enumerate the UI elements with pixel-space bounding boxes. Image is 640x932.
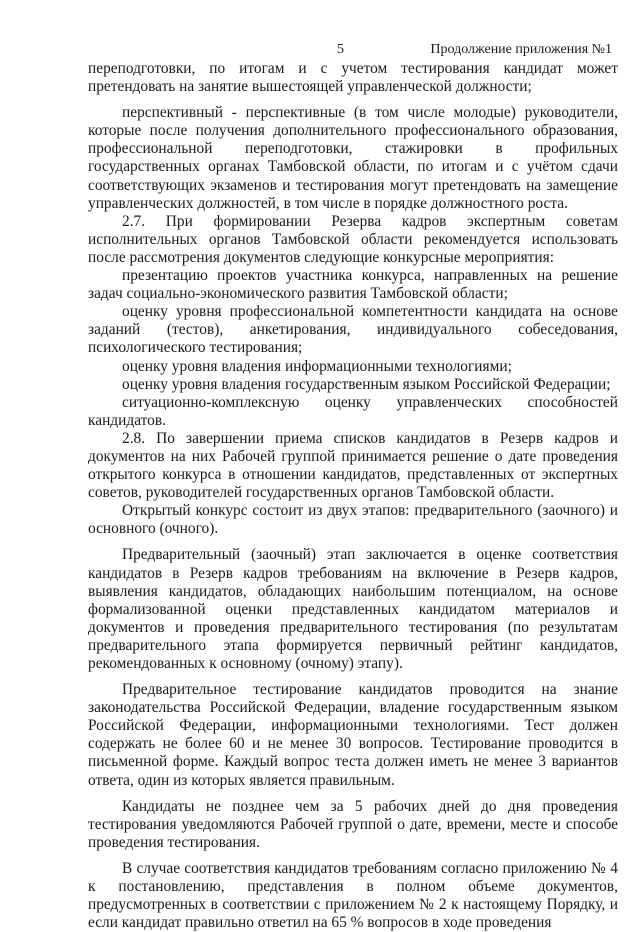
paragraph: В случае соответствия кандидатов требованиям согласно приложению № 4 к постановлению, представления в полном объеме документов, предусмотренных в соответствии с приложением № 2 к настоящему Порядку, и если кандидат правильно ответил на 65 % вопросов в ходе проведения: [88, 859, 618, 932]
paragraph: оценку уровня владения государственным языком Российской Федерации;: [122, 375, 611, 393]
paragraph: 2.7. При формировании Резерва кадров экспертным советам исполнительных органов Тамбовской области рекомендуется использовать после рассмотрения документов следующие конкурсные мероприятия:: [88, 212, 618, 266]
paragraph: переподготовки, по итогам и с учетом тестирования кандидат может претендовать на занятие вышестоящей управленческой должности;: [88, 60, 618, 96]
paragraph: ситуационно-комплексную оценку управленческих способностей кандидатов.: [88, 393, 618, 429]
paragraph: оценку уровня профессиональной компетентности кандидата на основе заданий (тестов), анкетирования, индивидуального собеседования, психологического тестирования;: [88, 303, 618, 357]
paragraph: 2.8. По завершении приема списков кандидатов в Резерв кадров и документов на них Рабочей группой принимается решение о дате проведения открытого конкурса в отношении кандидатов, представленных от экспертных советов, руководителей государственных органов Тамбовской области.: [88, 429, 618, 502]
paragraph: Предварительный (заочный) этап заключается в оценке соответствия кандидатов в Резерв кадров требованиям на включение в Резерв кадров, выявления кандидатов, обладающих наибольшим потенциалом, на основе формализованной оценки представленных кандидатом материалов и документов и проведения предварительного тестирования (по результатам предварительного этапа формируется первичный рейтинг кандидатов, рекомендованных к основному (очному) этапу).: [88, 546, 618, 672]
page-number: 5: [337, 42, 344, 57]
paragraph: Предварительное тестирование кандидатов проводится на знание законодательства Российской Федерации, владение государственным языком Российской Федерации, информационными технологиями. Тест должен содержать не более 60 и не менее 30 вопросов. Тестирование проводится в письменной форме. Каждый вопрос теста должен иметь не менее 3 вариантов ответа, один из которых является правильным.: [88, 681, 618, 789]
document-body: [88, 60, 618, 932]
appendix-label: Продолжение приложения №1: [430, 42, 612, 57]
paragraph: Открытый конкурс состоит из двух этапов: предварительного (заочного) и основного (очного).: [88, 502, 618, 538]
paragraph: перспективный - перспективные (в том числе молодые) руководители, которые после получения дополнительного профессионального образования, профессиональной переподготовки, стажировки в профильных государственных органах Тамбовской области, по итогам и с учётом сдачи соответствующих экзаменов и тестирования могут претендовать на замещение управленческих должностей, в том числе в порядке должностного роста.: [88, 104, 618, 212]
paragraph: Кандидаты не позднее чем за 5 рабочих дней до дня проведения тестирования уведомляются Рабочей группой о дате, времени, месте и способе проведения тестирования.: [88, 797, 618, 851]
paragraph: оценку уровня владения информационными технологиями;: [122, 357, 512, 375]
paragraph: презентацию проектов участника конкурса, направленных на решение задач социально-экономического развития Тамбовской области;: [88, 267, 618, 303]
